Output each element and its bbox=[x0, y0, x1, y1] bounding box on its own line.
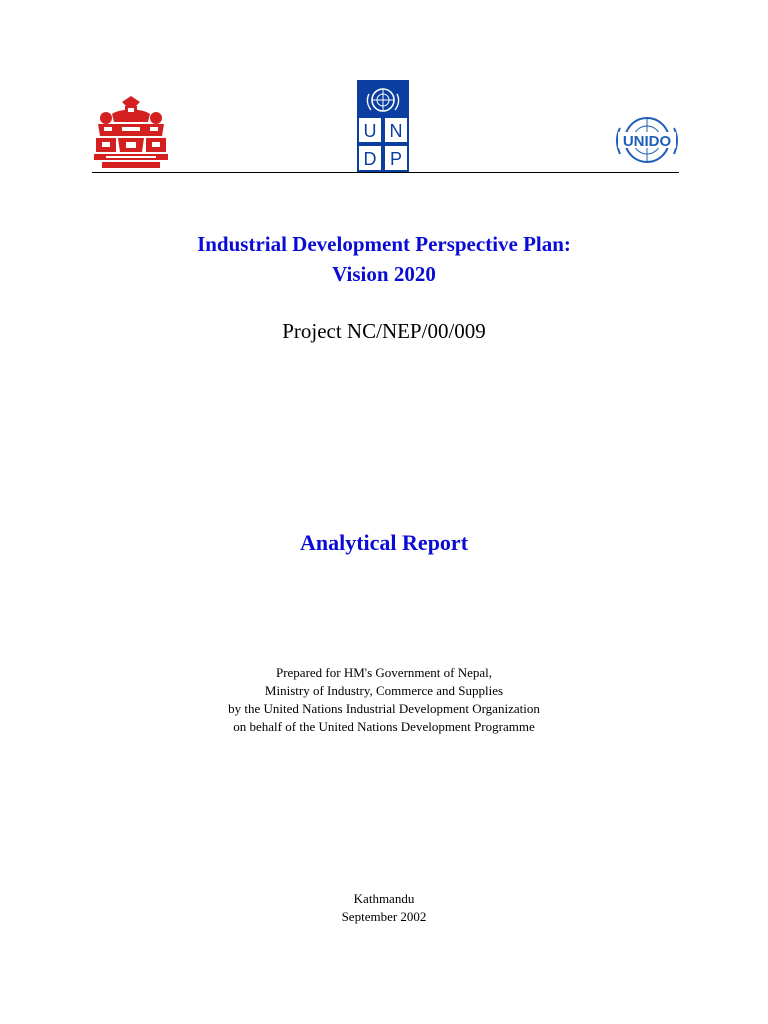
footer-city: Kathmandu bbox=[353, 891, 415, 906]
project-number: Project NC/NEP/00/009 bbox=[282, 319, 486, 343]
undp-logo-icon bbox=[357, 80, 409, 172]
prepared-line-1: Prepared for HM's Government of Nepal, bbox=[275, 665, 493, 680]
report-title: Analytical Report bbox=[299, 530, 469, 555]
document-title bbox=[0, 229, 768, 289]
footer-date: September 2002 bbox=[341, 909, 427, 924]
undp-letter-d: D bbox=[363, 149, 377, 169]
unido-logo-icon bbox=[612, 110, 682, 170]
undp-letter-p: P bbox=[389, 149, 403, 169]
nepal-emblem-icon bbox=[92, 96, 170, 170]
prepared-line-3: by the United Nations Industrial Development Organization bbox=[228, 701, 540, 716]
title-line-2: Vision 2020 bbox=[332, 262, 436, 286]
undp-letter-n: N bbox=[389, 121, 403, 141]
header-divider bbox=[92, 172, 679, 173]
title-line-1: Industrial Development Perspective Plan: bbox=[197, 232, 571, 256]
footer-block bbox=[0, 890, 768, 926]
unido-logo-text: UNIDO bbox=[622, 133, 672, 150]
prepared-line-4: on behalf of the United Nations Development Programme bbox=[233, 719, 535, 734]
undp-letter-u: U bbox=[363, 121, 377, 141]
prepared-line-2: Ministry of Industry, Commerce and Supplies bbox=[264, 683, 504, 698]
prepared-for-block bbox=[0, 664, 768, 736]
